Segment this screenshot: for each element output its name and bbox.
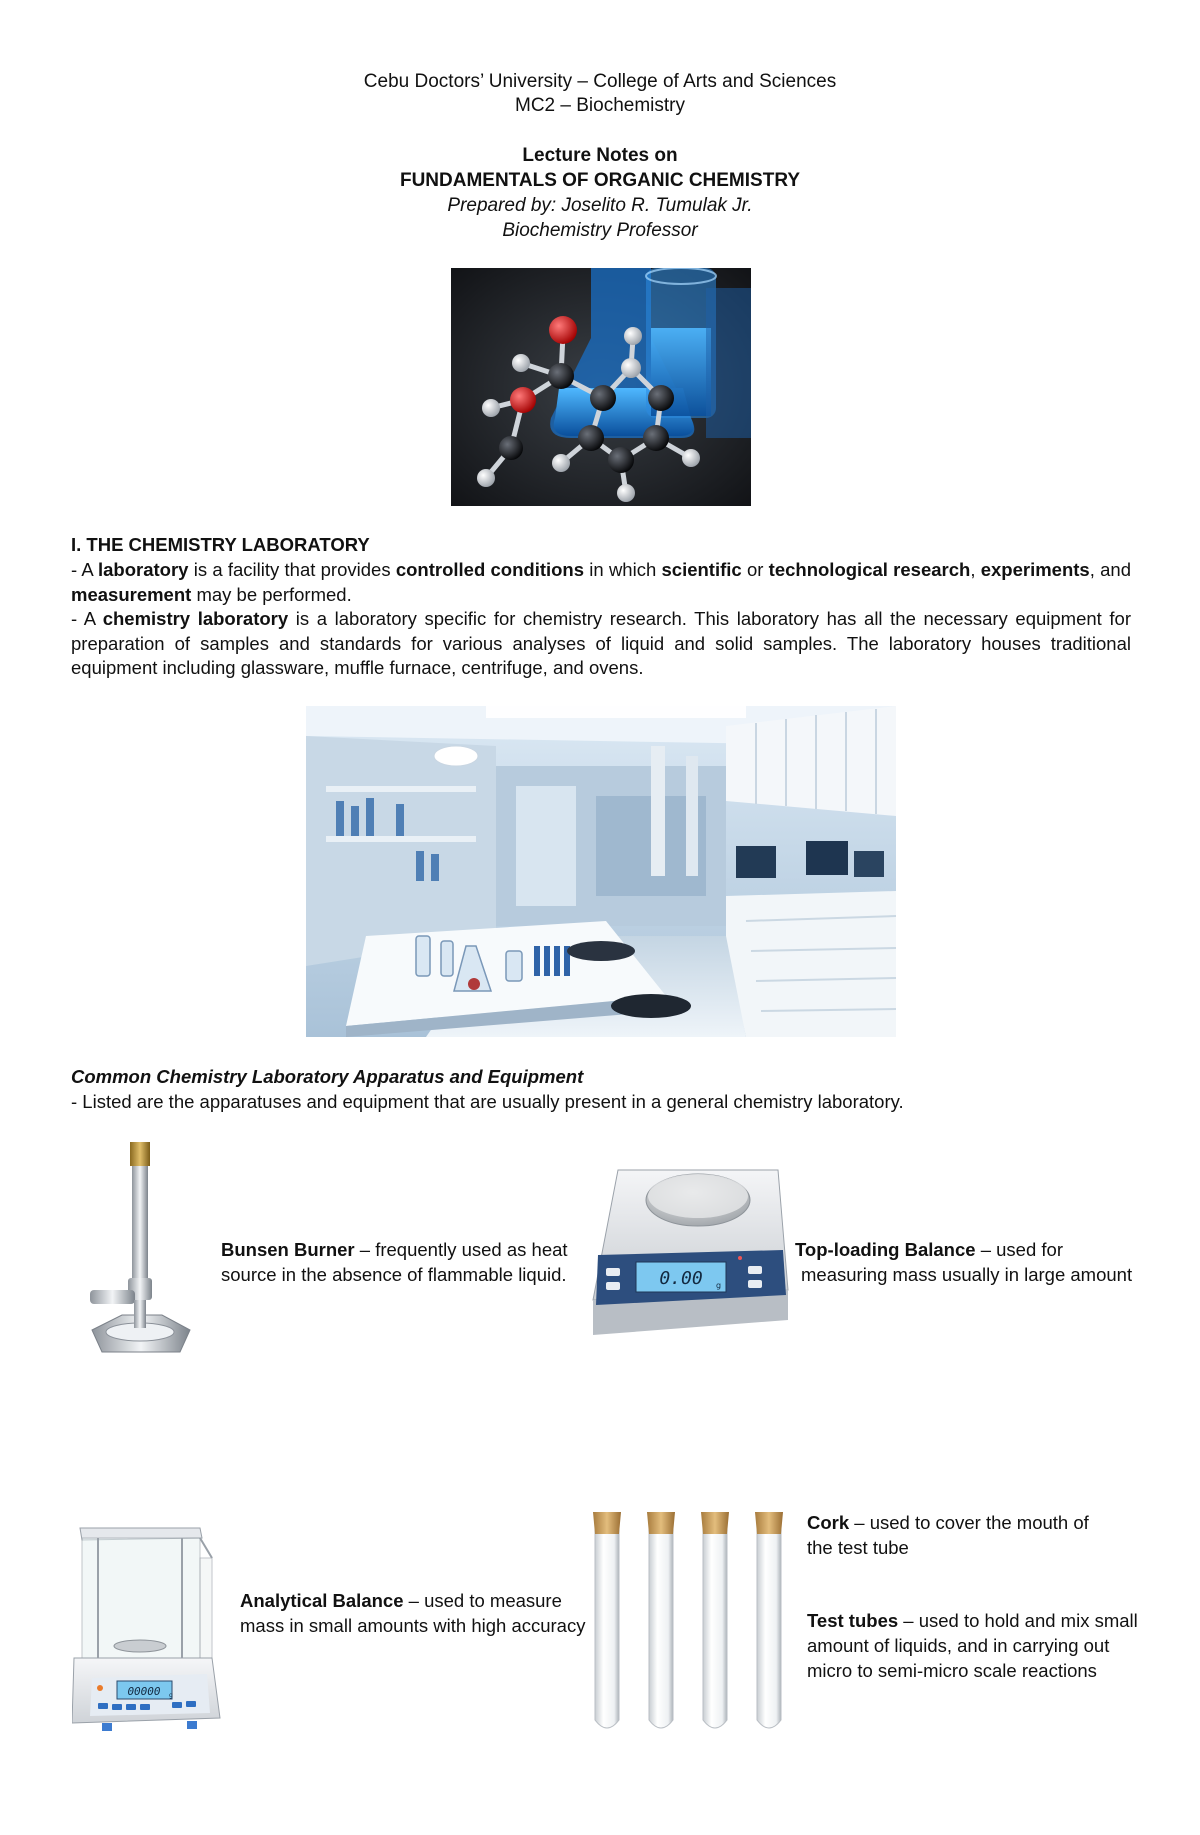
analytical-balance-description: Analytical Balance – used to measure mass in small amounts with high accuracy xyxy=(240,1590,586,1636)
chemistry-laboratory-definition: - A chemistry laboratory is a laboratory specific for chemistry research. This laboratory has all the necessary equipment for preparation of samples and standards for various analyses of liquid and solid samples. The laboratory houses traditional equipment including glassware, muffle furnace, centrifuge, and ovens. xyxy=(71,608,1131,678)
molecule-image xyxy=(451,268,751,506)
course-line: MC2 – Biochemistry xyxy=(515,95,685,116)
top-loading-readout: 0.00 xyxy=(659,1268,703,1289)
laboratory-photo xyxy=(306,706,896,1037)
author-line: Prepared by: Joselito R. Tumulak Jr. xyxy=(447,195,753,216)
laboratory-definition: - A laboratory is a facility that provides controlled conditions in which scientific or technological research, experiments, and measurement may be performed. xyxy=(71,559,1131,605)
bunsen-burner-image xyxy=(82,1140,197,1365)
section-heading-laboratory: I. THE CHEMISTRY LABORATORY xyxy=(71,534,370,555)
analytical-balance-image xyxy=(72,1518,222,1736)
apparatus-heading: Common Chemistry Laboratory Apparatus and Equipment xyxy=(71,1066,584,1087)
author-position: Biochemistry Professor xyxy=(502,220,698,241)
top-loading-balance-description: Top-loading Balance – used for measuring mass usually in large amount xyxy=(795,1239,1133,1285)
analytical-readout: 00000 xyxy=(127,1685,161,1698)
top-loading-unit: g xyxy=(716,1281,722,1290)
analytical-unit: g xyxy=(169,1692,173,1699)
cork-description: Cork – used to cover the mouth of the test tube xyxy=(807,1512,1089,1558)
test-tubes-image xyxy=(590,1510,790,1738)
bunsen-burner-description: Bunsen Burner – frequently used as heat source in the absence of flammable liquid. xyxy=(221,1239,568,1285)
university-line: Cebu Doctors’ University – College of Arts and Sciences xyxy=(363,71,837,92)
notes-label: Lecture Notes on xyxy=(522,145,678,166)
test-tubes-description: Test tubes – used to hold and mix small amount of liquids, and in carrying out micro to semi-micro scale reactions xyxy=(807,1610,1138,1681)
document-title: FUNDAMENTALS OF ORGANIC CHEMISTRY xyxy=(399,170,801,191)
apparatus-intro: - Listed are the apparatuses and equipment that are usually present in a general chemistry laboratory. xyxy=(71,1091,904,1112)
top-loading-balance-image xyxy=(588,1160,792,1340)
